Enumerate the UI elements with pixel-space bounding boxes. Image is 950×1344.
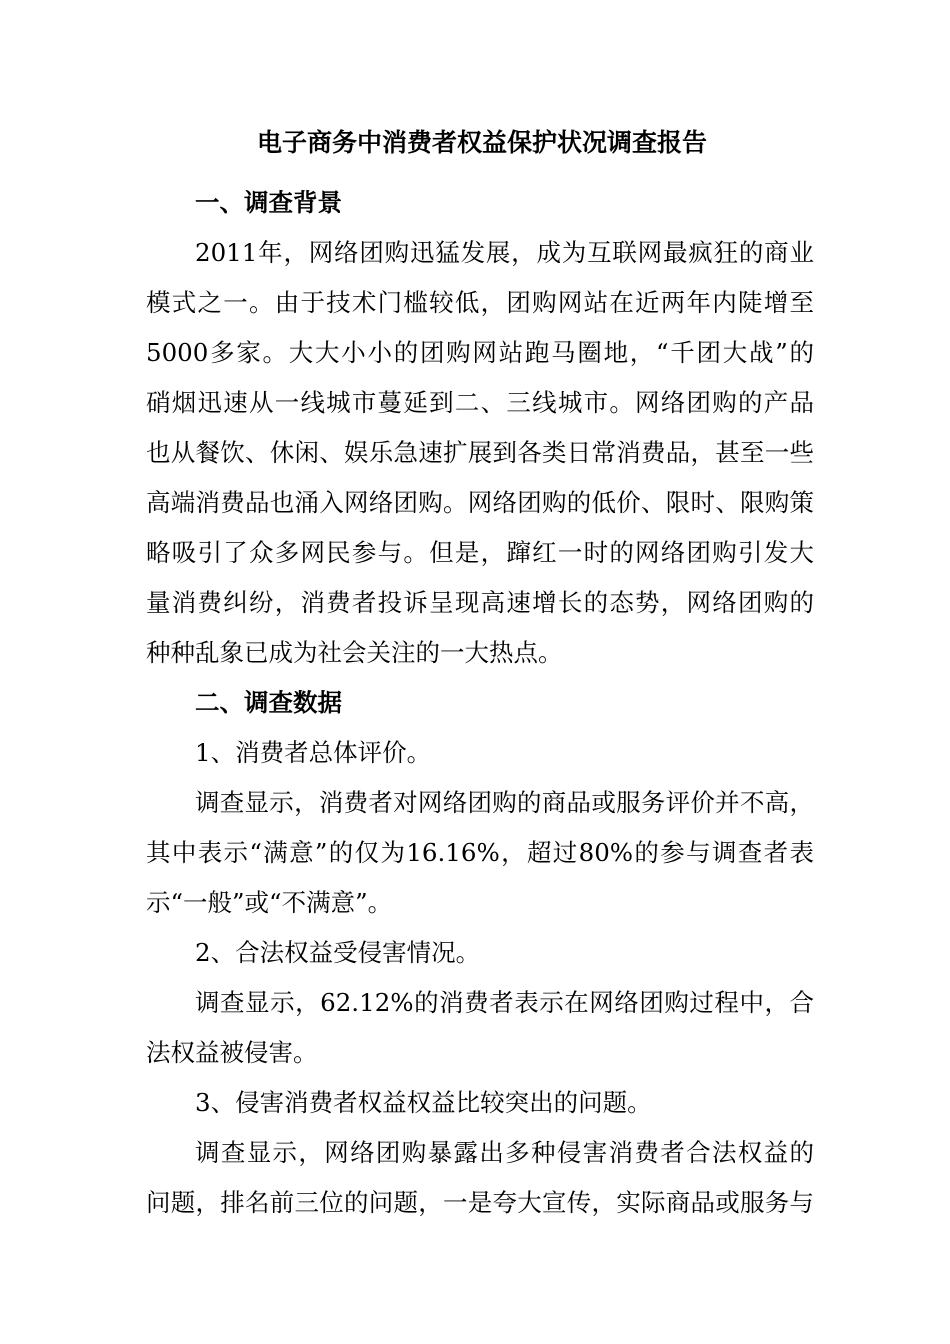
- paragraph-line: 其中表示“满意”的仅为16.16%，超过80%的参与调查者表: [146, 838, 814, 867]
- title-spacer: [146, 158, 814, 178]
- section-heading-data: 二、调查数据: [195, 688, 342, 717]
- paragraph-line: 硝烟迅速从一线城市蔓延到二、三线城市。网络团购的产品: [146, 388, 814, 417]
- subsection-heading: 2、合法权益受侵害情况。: [195, 938, 481, 967]
- paragraph-line: 种种乱象已成为社会关注的一大热点。: [146, 638, 563, 667]
- paragraph-line: 高端消费品也涌入网络团购。网络团购的低价、限时、限购策: [146, 488, 814, 517]
- section-heading-background: 一、调查背景: [195, 188, 342, 217]
- subsection-heading: 3、侵害消费者权益权益比较突出的问题。: [195, 1088, 652, 1117]
- paragraph-line: 调查显示，消费者对网络团购的商品或服务评价并不高，: [195, 788, 814, 817]
- paragraph-line: 示“一般”或“不满意”。: [146, 888, 393, 917]
- paragraph-line: 法权益被侵害。: [146, 1038, 318, 1067]
- subsection-heading: 1、消费者总体评价。: [195, 738, 432, 767]
- document-body: [146, 128, 814, 1228]
- paragraph-line: 5000多家。大大小小的团购网站跑马圈地，“千团大战”的: [146, 338, 814, 367]
- paragraph-line: 略吸引了众多网民参与。但是，蹿红一时的网络团购引发大: [146, 538, 814, 567]
- paragraph-line: 量消费纠纷，消费者投诉呈现高速增长的态势，网络团购的: [146, 588, 814, 617]
- paragraph-line: 调查显示，网络团购暴露出多种侵害消费者合法权益的: [195, 1138, 814, 1167]
- paragraph-line: 问题，排名前三位的问题，一是夸大宣传，实际商品或服务与: [146, 1188, 814, 1217]
- paragraph-line: 也从餐饮、休闲、娱乐急速扩展到各类日常消费品，甚至一些: [146, 438, 814, 467]
- paragraph-line: 2011年，网络团购迅猛发展，成为互联网最疯狂的商业: [195, 238, 814, 267]
- paragraph-line: 模式之一。由于技术门槛较低，团购网站在近两年内陡增至: [146, 288, 814, 317]
- paragraph-line: 调查显示，62.12%的消费者表示在网络团购过程中，合: [195, 988, 814, 1017]
- document-title: 电子商务中消费者权益保护状况调查报告: [256, 128, 707, 157]
